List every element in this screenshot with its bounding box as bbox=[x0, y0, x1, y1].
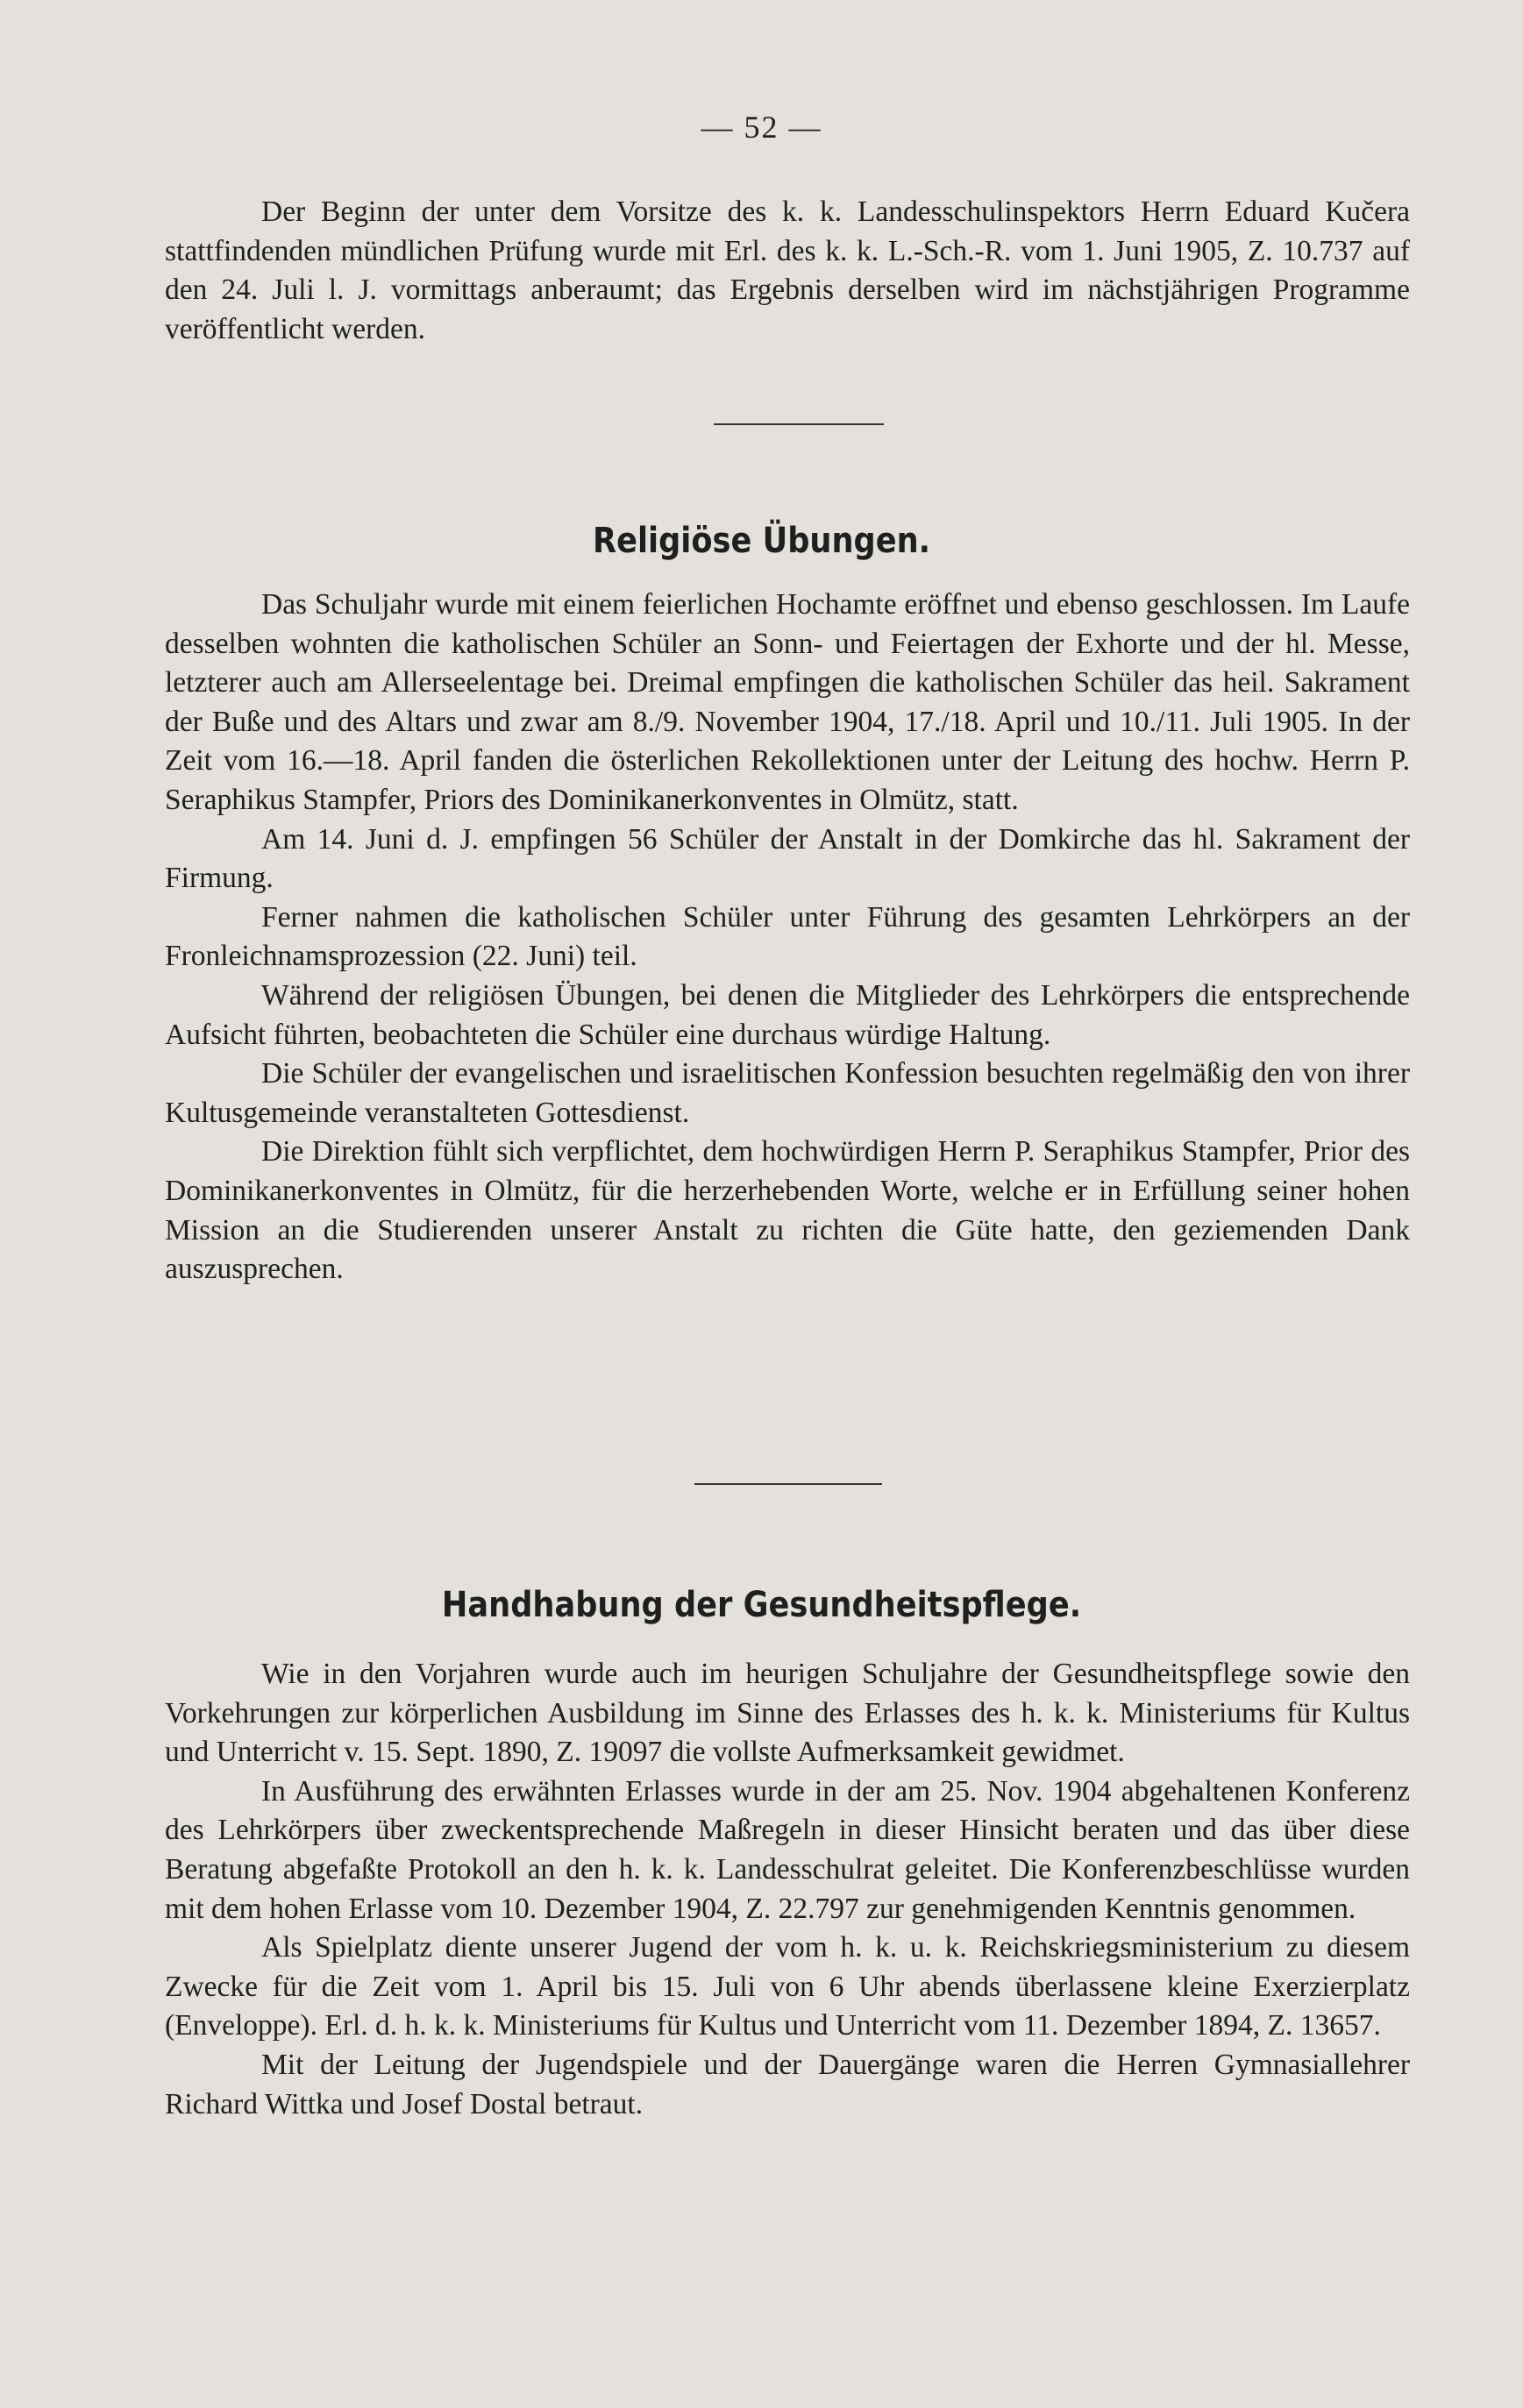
page-number: — 52 — bbox=[701, 110, 822, 145]
religious-paragraph-5: Die Schüler der evangelischen und israelitischen Konfession besuchten regelmäßig den von ihrer Kultusgemeinde veranstalteten Gottesdienst. bbox=[165, 1057, 1410, 1129]
religious-paragraph-4: Während der religiösen Übungen, bei denen die Mitglieder des Lehrkörpers die entsprechende Aufsicht führten, beobachteten die Schüler eine durchaus würdige Haltung. bbox=[165, 978, 1410, 1051]
section-divider bbox=[714, 423, 884, 425]
health-heading: Handhabung der Gesundheitspflege. bbox=[441, 1585, 1082, 1625]
religious-paragraph-1: Das Schuljahr wurde mit einem feierlichen Hochamte eröffnet und ebenso geschlossen. Im Laufe desselben wohnten die katholischen Schüler an Sonn- und Feiertagen der Exhorte und der hl. Messe, letzterer auch am Allerseelentage bei. Dreimal empfingen die katholischen Schüler das heil. Sakrament der Buße und des Altars und zwar am 8./9. November 1904, 17./18. April und 10./11. Juli 1905. In der Zeit vom 16.—18. April fanden die österlichen Rekollektionen unter der Leitung des hochw. Herrn P. Seraphikus Stampfer, Priors des Dominikanerkonventes in Olmütz, statt. bbox=[165, 588, 1410, 816]
health-paragraph-1: Wie in den Vorjahren wurde auch im heurigen Schuljahre der Gesundheitspflege sowie den Vorkehrungen zur körperlichen Ausbildung im Sinne des Erlasses des h. k. k. Ministeriums für Kultus und Unterricht v. 15. Sept. 1890, Z. 19097 die vollste Aufmerksamkeit gewidmet. bbox=[165, 1658, 1410, 1769]
religious-section bbox=[165, 586, 1410, 1289]
exam-paragraph-block bbox=[165, 193, 1410, 349]
section-divider-2 bbox=[694, 1483, 882, 1485]
health-paragraph-2: In Ausführung des erwähnten Erlasses wurde in der am 25. Nov. 1904 abgehaltenen Konferenz des Lehrkörpers über zweckentsprechende Maßregeln in dieser Hinsicht beraten und das über diese Beratung abgefaßte Protokoll an den h. k. k. Landesschulrat geleitet. Die Konferenzbeschlüsse wurden mit dem hohen Erlasse vom 10. Dezember 1904, Z. 22.797 zur genehmigenden Kenntnis genommen. bbox=[165, 1774, 1410, 1925]
health-paragraph-4: Mit der Leitung der Jugendspiele und der Dauergänge waren die Herren Gymnasiallehrer Richard Wittka und Josef Dostal betraut. bbox=[165, 2048, 1410, 2120]
health-section bbox=[165, 1655, 1410, 2124]
religious-heading: Religiöse Übungen. bbox=[592, 521, 931, 561]
health-paragraph-3: Als Spielplatz diente unserer Jugend der vom h. k. u. k. Reichskriegsministerium zu diesem Zwecke für die Zeit vom 1. April bis 15. Juli von 6 Uhr abends überlassene kleine Exerzierplatz (Enveloppe). Erl. d. h. k. k. Ministeriums für Kultus und Unterricht vom 11. Dezember 1894, Z. 13657. bbox=[165, 1931, 1410, 2042]
religious-paragraph-3: Ferner nahmen die katholischen Schüler unter Führung des gesamten Lehrkörpers an der Fronleichnamsprozession (22. Juni) teil. bbox=[165, 900, 1410, 973]
religious-paragraph-6: Die Direktion fühlt sich verpflichtet, dem hochwürdigen Herrn P. Seraphikus Stampfer, Prior des Dominikanerkonventes in Olmütz, für die herzerhebenden Worte, welche er in Erfüllung seiner hohen Mission an die Studierenden unserer Anstalt zu richten die Güte hatte, den geziemenden Dank auszusprechen. bbox=[165, 1135, 1410, 1286]
religious-paragraph-2: Am 14. Juni d. J. empfingen 56 Schüler der Anstalt in der Domkirche das hl. Sakrament der Firmung. bbox=[165, 822, 1410, 895]
exam-paragraph: Der Beginn der unter dem Vorsitze des k. k. Landesschulinspektors Herrn Eduard Kučera stattfindenden mündlichen Prüfung wurde mit Erl. des k. k. L.-Sch.-R. vom 1. Juni 1905, Z. 10.737 auf den 24. Juli l. J. vormittags anberaumt; das Ergebnis derselben wird im nächstjährigen Programme veröffentlicht werden. bbox=[165, 195, 1410, 345]
